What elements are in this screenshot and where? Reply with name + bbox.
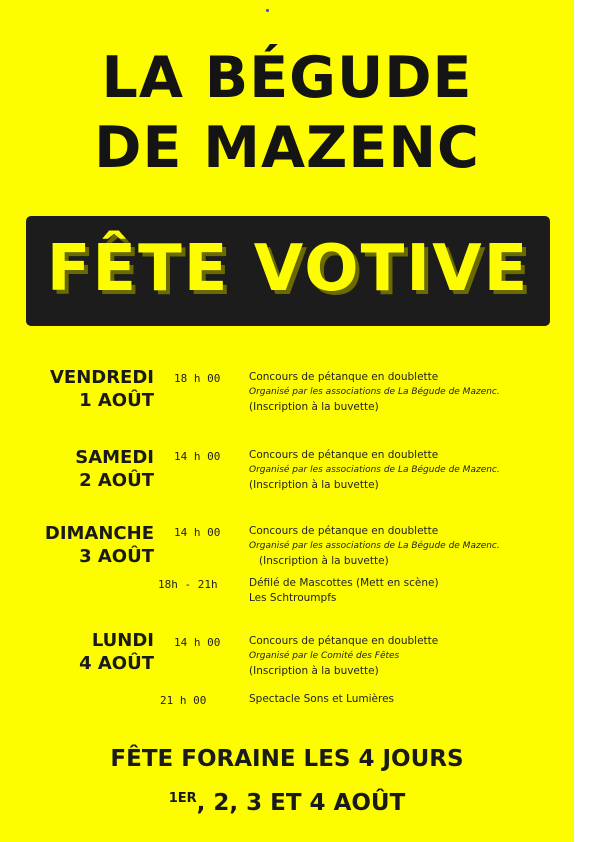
event-details: [249, 634, 438, 679]
event-details: [249, 576, 439, 606]
event-time: 14 h 00: [174, 450, 221, 463]
event-organizer: Organisé par les associations de La Bégude de Mazenc.: [249, 541, 500, 551]
event-title: Défilé de Mascottes (Mett en scène): [249, 577, 439, 589]
day-date: 1 AOÛT: [79, 390, 154, 411]
event-note: Les Schtroumpfs: [249, 592, 337, 604]
event-note: (Inscription à la buvette): [249, 479, 379, 491]
event-title: Concours de pétanque en doublette: [249, 371, 439, 383]
event-time: 14 h 00: [174, 526, 221, 539]
event-time: 21 h 00: [160, 694, 207, 707]
event-title: Concours de pétanque en doublette: [249, 635, 439, 647]
event-details: [249, 448, 500, 493]
event-note: (Inscription à la buvette): [249, 665, 379, 677]
footer-superscript: 1ER: [168, 791, 197, 806]
event-title: Concours de pétanque en doublette: [249, 449, 439, 461]
title-line-2: DE MAZENC: [94, 115, 480, 181]
day-name: LUNDI: [91, 630, 154, 651]
event-time: 18 h 00: [174, 372, 221, 385]
banner-text: FÊTE VOTIVE: [46, 232, 530, 306]
event-details: [249, 524, 500, 569]
event-organizer: Organisé par les associations de La Bégude de Mazenc.: [249, 387, 500, 397]
day-name: SAMEDI: [75, 447, 154, 468]
day-name: DIMANCHE: [44, 523, 154, 544]
fete-votive-banner: [26, 216, 550, 326]
day-name: VENDREDI: [49, 367, 154, 388]
day-date: 3 AOÛT: [79, 546, 154, 567]
footer-line-2: [0, 784, 574, 818]
footer-dates: , 2, 3 ET 4 AOÛT: [196, 790, 406, 816]
event-organizer: Organisé par les associations de La Bégude de Mazenc.: [249, 465, 500, 475]
event-time: 14 h 00: [174, 636, 221, 649]
event-note: (Inscription à la buvette): [249, 401, 379, 413]
event-title: Spectacle Sons et Lumières: [249, 693, 395, 705]
printer-mark: [540, 740, 548, 800]
event-title: Concours de pétanque en doublette: [249, 525, 439, 537]
event-note: (Inscription à la buvette): [259, 555, 389, 567]
day-date: 4 AOÛT: [79, 653, 154, 674]
footer-line-1: FÊTE FORAINE LES 4 JOURS: [110, 746, 464, 772]
print-dot: [266, 9, 269, 12]
event-details: [249, 692, 394, 707]
event-organizer: Organisé par le Comité des Fêtes: [249, 651, 400, 661]
title-line-1: LA BÉGUDE: [101, 45, 473, 111]
event-details: [249, 370, 500, 415]
day-date: 2 AOÛT: [79, 470, 154, 491]
event-time: 18h - 21h: [158, 578, 218, 591]
